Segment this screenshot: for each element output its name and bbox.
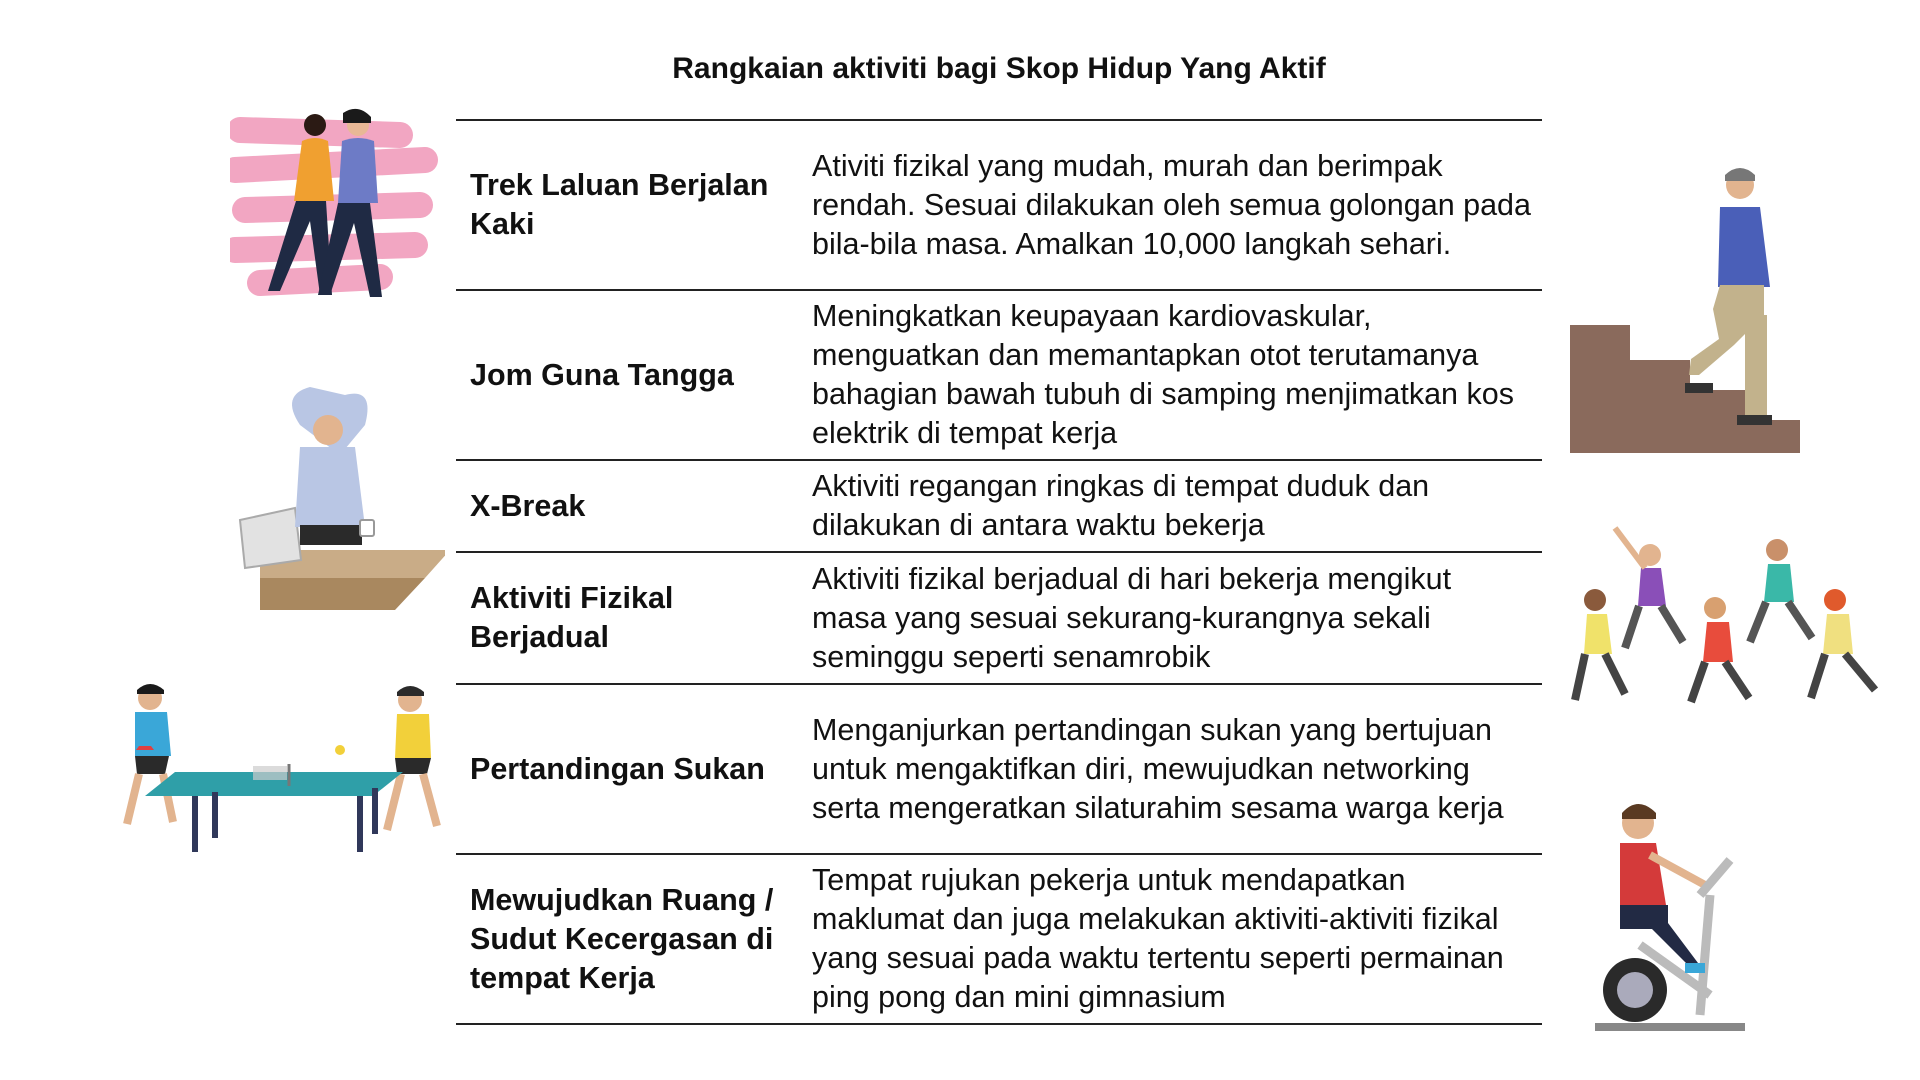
- stair-climbing-illustration: [1565, 165, 1800, 455]
- activity-description: Menganjurkan pertandingan sukan yang bertujuan untuk mengaktifkan diri, mewujudkan networking serta mengeratkan silaturahim sesama warga kerja: [812, 712, 1504, 825]
- activity-name: Aktiviti Fizikal Berjadual: [470, 581, 674, 654]
- table-row: [456, 291, 1542, 461]
- activity-table: [456, 119, 1542, 1025]
- activity-name: Jom Guna Tangga: [470, 357, 734, 392]
- table-row: [456, 855, 1542, 1025]
- page-title: Rangkaian aktiviti bagi Skop Hidup Yang Aktif: [672, 52, 1326, 85]
- activity-description: Aktiviti regangan ringkas di tempat duduk dan dilakukan di antara waktu bekerja: [812, 469, 1430, 542]
- activity-name: Mewujudkan Ruang / Sudut Kecergasan di tempat Kerja: [470, 882, 774, 995]
- group-aerobics-illustration: [1565, 520, 1900, 710]
- desk-stretch-illustration: [220, 385, 445, 610]
- activity-name: X-Break: [470, 488, 586, 523]
- table-row: [456, 461, 1542, 553]
- table-row: [456, 121, 1542, 291]
- table-row: [456, 685, 1542, 855]
- activity-description: Aktiviti fizikal berjadual di hari bekerja mengikut masa yang sesuai sekurang-kurangnya sekali seminggu seperti senamrobik: [812, 561, 1452, 674]
- activity-description: Tempat rujukan pekerja untuk mendapatkan maklumat dan juga melakukan aktiviti-aktiviti fizikal yang sesuai pada waktu tertentu seperti permainan ping pong dan mini gimnasium: [812, 863, 1504, 1014]
- table-row: [456, 553, 1542, 685]
- activity-name: Pertandingan Sukan: [470, 751, 765, 786]
- activity-name: Trek Laluan Berjalan Kaki: [470, 168, 769, 241]
- activity-description: Meningkatkan keupayaan kardiovaskular, menguatkan dan memantapkan otot terutamanya bahagian bawah tubuh di samping menjimatkan kos elektrik di tempat kerja: [812, 299, 1514, 450]
- ping-pong-illustration: [105, 680, 465, 860]
- walking-couple-illustration: [230, 105, 440, 305]
- activity-description: Ativiti fizikal yang mudah, murah dan berimpak rendah. Sesuai dilakukan oleh semua golongan pada bila-bila masa. Amalkan 10,000 langkah sehari.: [812, 148, 1531, 261]
- stationary-bike-illustration: [1580, 795, 1780, 1040]
